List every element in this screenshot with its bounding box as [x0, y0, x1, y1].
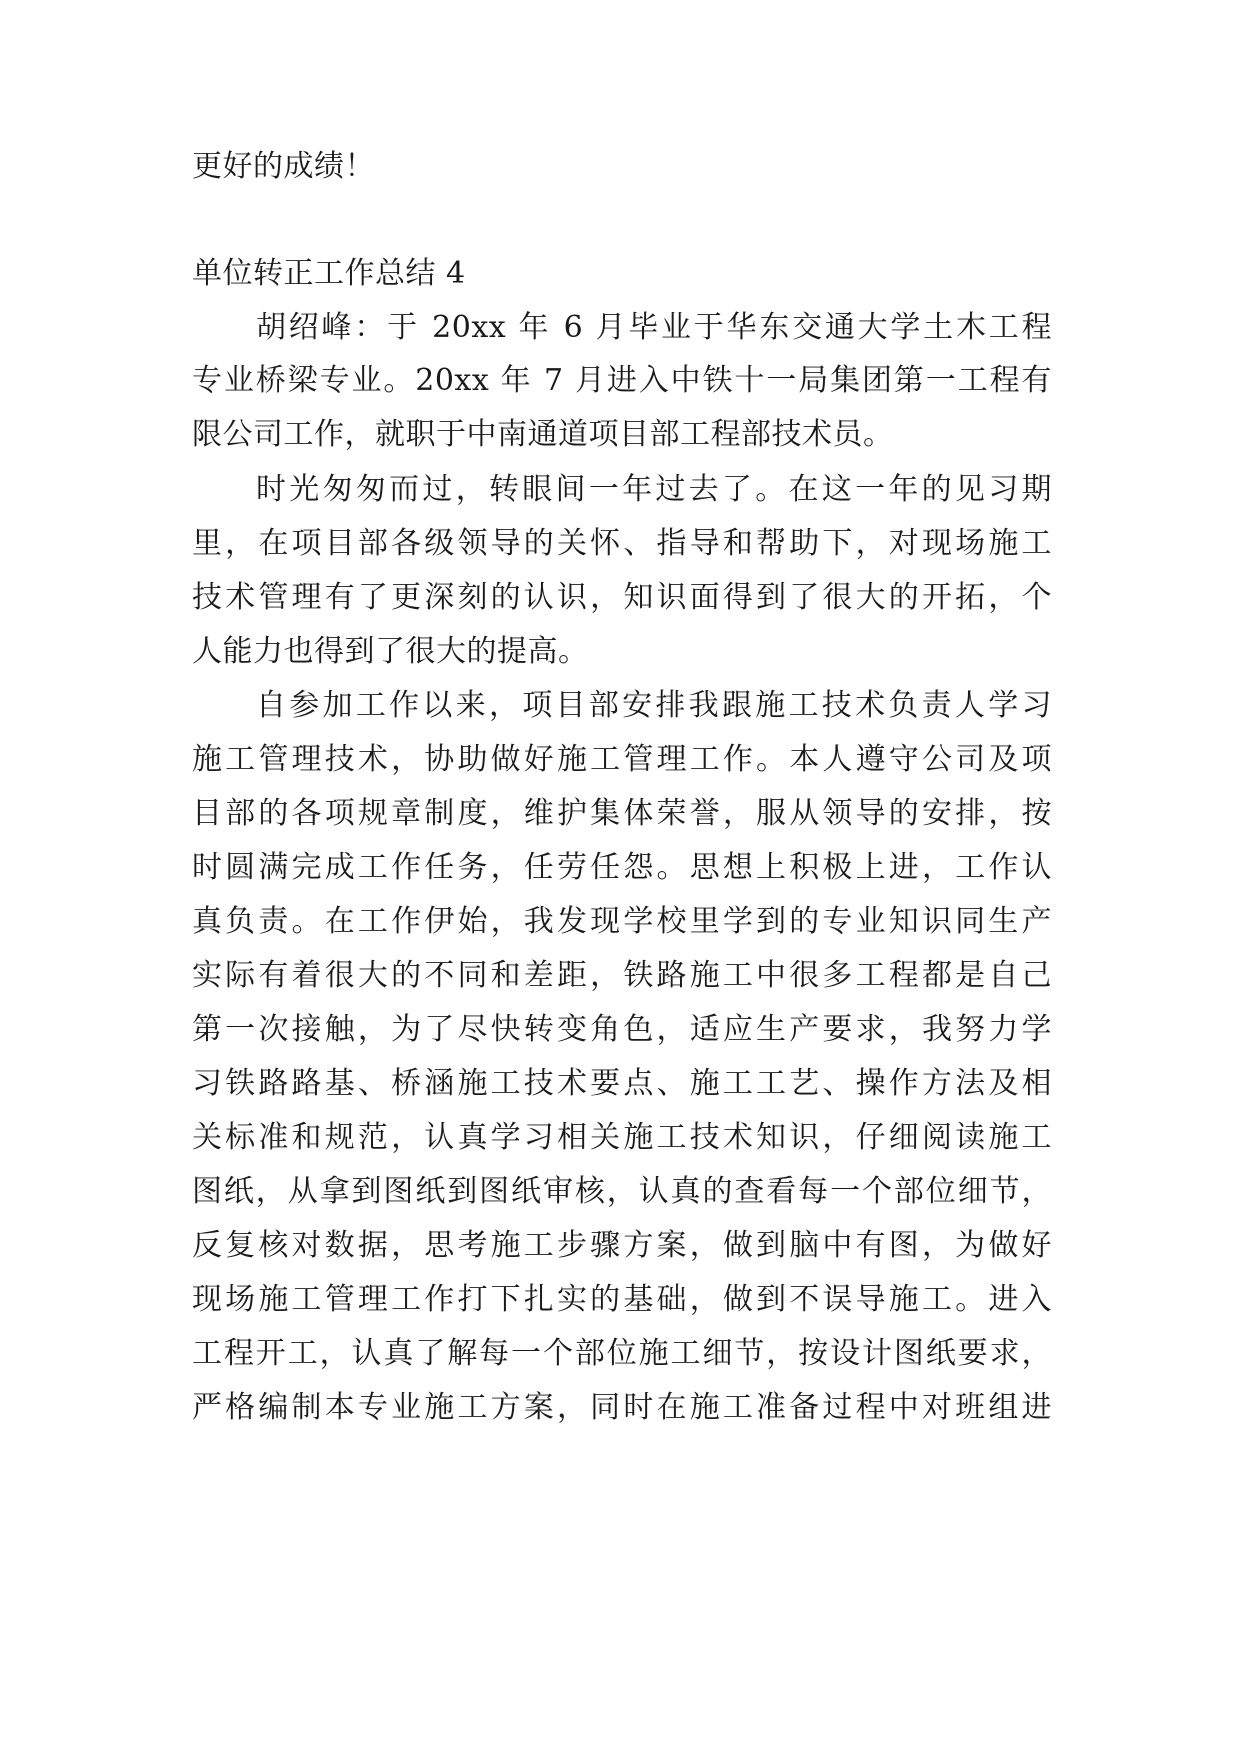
text-line: 更好的成绩！ [192, 149, 375, 184]
text-line: 实际有着很大的不同和差距，铁路施工中很多工程都是自己 [192, 958, 1052, 993]
text-line: 习铁路路基、桥涵施工技术要点、施工工艺、操作方法及相 [192, 1066, 1052, 1101]
text-line: 专业桥梁专业。20xx 年 7 月进入中铁十一局集团第一工程有 [192, 363, 1052, 398]
text-line: 反复核对数据，思考施工步骤方案，做到脑中有图，为做好 [192, 1228, 1052, 1263]
text-line: 自参加工作以来，项目部安排我跟施工技术负责人学习 [256, 688, 1052, 723]
text-line: 里，在项目部各级领导的关怀、指导和帮助下，对现场施工 [192, 526, 1052, 561]
text-line: 胡绍峰：于 20xx 年 6 月毕业于华东交通大学土木工程 [256, 310, 1052, 345]
text-line: 目部的各项规章制度，维护集体荣誉，服从领导的安排，按 [192, 796, 1052, 831]
text-line: 人能力也得到了很大的提高。 [192, 634, 589, 669]
text-line: 时光匆匆而过，转眼间一年过去了。在这一年的见习期 [256, 472, 1052, 507]
text-line: 真负责。在工作伊始，我发现学校里学到的专业知识同生产 [192, 904, 1052, 939]
text-line: 关标准和规范，认真学习相关施工技术知识，仔细阅读施工 [192, 1120, 1052, 1155]
text-line: 时圆满完成工作任务，任劳任怨。思想上积极上进，工作认 [192, 850, 1052, 885]
text-line: 现场施工管理工作打下扎实的基础，做到不误导施工。进入 [192, 1282, 1052, 1317]
text-line: 第一次接触，为了尽快转变角色，适应生产要求，我努力学 [192, 1012, 1052, 1047]
text-line: 工程开工，认真了解每一个部位施工细节，按设计图纸要求， [192, 1336, 1052, 1371]
text-line: 技术管理有了更深刻的认识，知识面得到了很大的开拓，个 [192, 580, 1052, 615]
text-line: 图纸，从拿到图纸到图纸审核，认真的查看每一个部位细节， [192, 1174, 1052, 1209]
section-heading: 单位转正工作总结 4 [192, 256, 466, 291]
text-line: 限公司工作，就职于中南通道项目部工程部技术员。 [192, 417, 894, 452]
text-line: 严格编制本专业施工方案，同时在施工准备过程中对班组进 [192, 1390, 1052, 1425]
text-line: 施工管理技术，协助做好施工管理工作。本人遵守公司及项 [192, 742, 1052, 777]
